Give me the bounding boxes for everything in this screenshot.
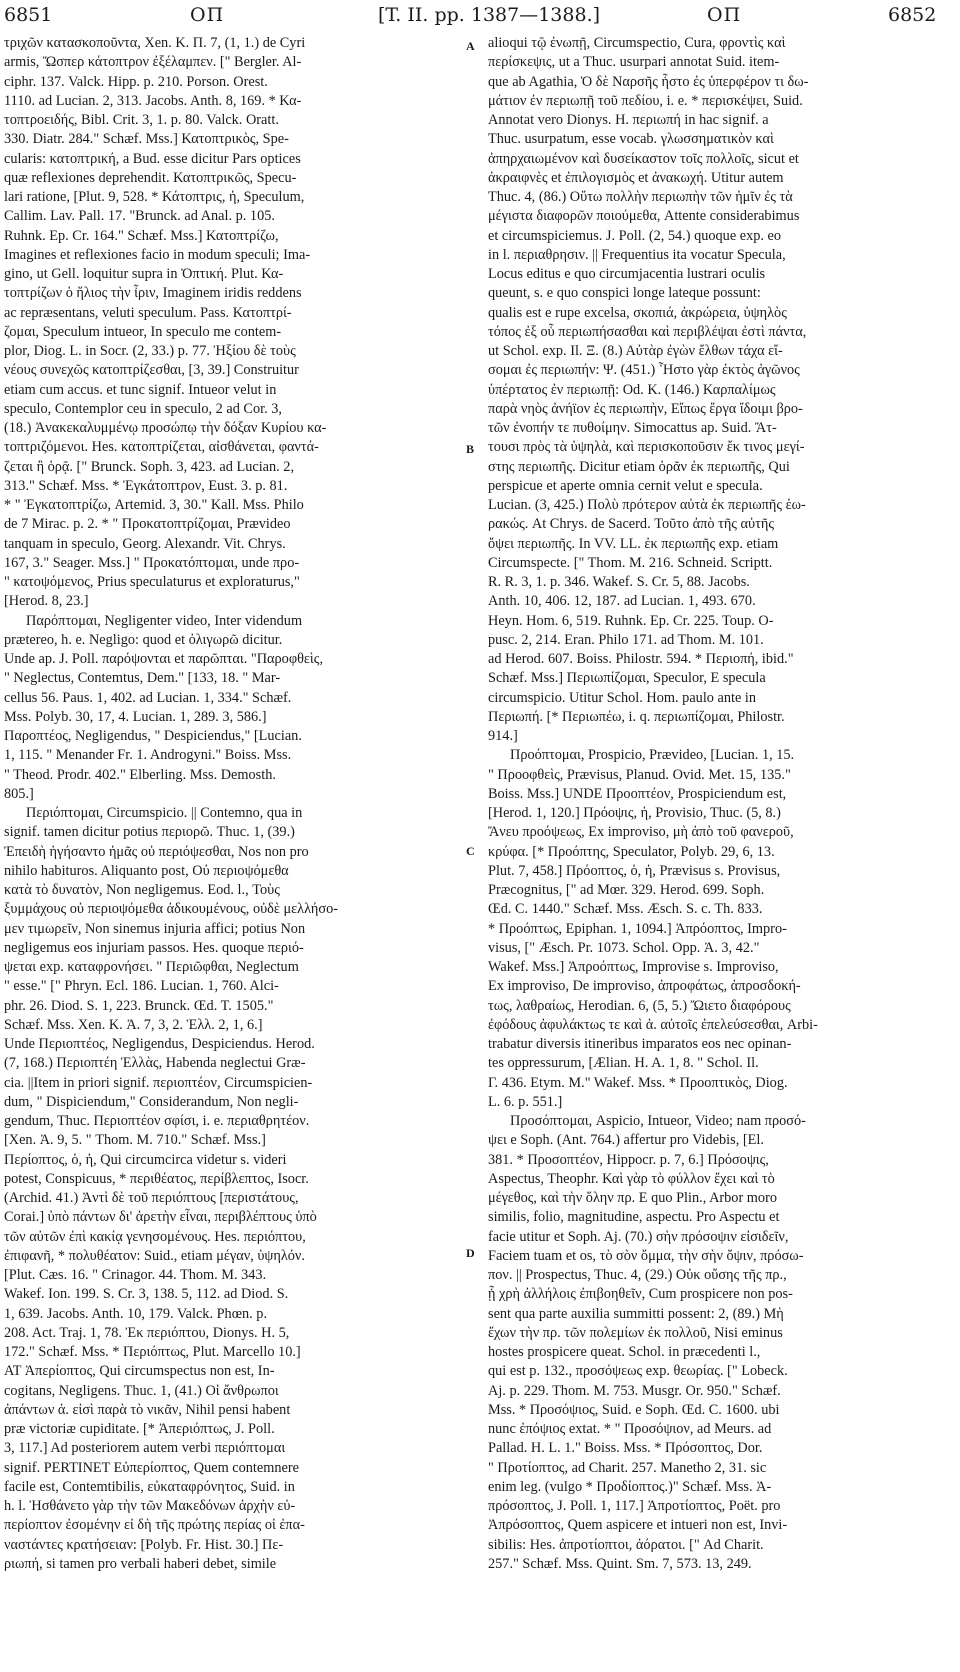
text-line: ᾗ χρὴ ἀλλήλοις ἐπιβοηθεῖν, Cum prospicere non pos- [488, 1286, 793, 1303]
text-line: de 7 Mirac. p. 2. * " Προκατοπτρίζομαι, Prævideo [4, 516, 291, 533]
text-line: τουσι πρὸς τὰ ὑψηλὰ, καὶ περισκοποῦσιν ἔκ τινος μεγί- [488, 439, 805, 456]
text-line: perspicue et aperte omnia cernit velut e specula. [488, 477, 763, 494]
text-line: L. 6. p. 551.] [488, 1093, 563, 1110]
text-line: Περίοπτος, ὁ, ἡ, Qui circumcirca videtur s. videri [4, 1151, 287, 1168]
text-line: Thuc. 4, (86.) Οὕτω πολλὴν περιωπὴν τῶν ἡμῖν ἐς τὰ [488, 189, 793, 205]
text-line: νέους συνεχῶς κατοπτρίζεσθαι, [3, 39.] Construitur [4, 362, 299, 379]
text-line: Anth. 10, 406. 12, 187. ad Lucian. 1, 493. 670. [488, 593, 756, 610]
text-line: σομαι ἐς περιωπήν: Ψ. (451.) Ἧστο γὰρ ἐκτὸς ἀγῶνος [488, 362, 800, 379]
text-line: AT Ἀπερίοπτος, Qui circumspectus non est, In- [4, 1363, 275, 1380]
text-line: μεν τιμωρεῖν, Non sinemus injuria affici; potius Non [4, 920, 306, 937]
text-line: τοπτρίζων ὁ ἥλιος τὴν ἶριν, Imaginem iridis reddens [4, 285, 302, 302]
text-line: ὄψει περιωπῆς. In VV. LL. ἐκ περιωπῆς exp. etiam [488, 535, 779, 552]
text-line: " κατοψόμενος, Prius speculaturus et exploraturus," [4, 574, 300, 590]
text-line: signif. PERTINET Εὐπερίοπτος, Quem contemnere [4, 1459, 299, 1476]
text-line: ad Herod. 607. Boiss. Philostr. 594. * Περιοπή, ibid." [488, 651, 794, 667]
text-line: Lucian. (3, 425.) Πολὺ πρότερον αὐτὰ ἐκ περιωπῆς ἑω- [488, 497, 806, 513]
text-line: ἀπηρχαιωμένον καὶ δυσείκαστον τοῖς πολλοῖς, sicut et [488, 150, 799, 167]
text-line: τριχῶν κατασκοποῦντα, Xen. K. Π. 7, (1, 1.) de Cyri [4, 35, 306, 51]
text-line: 172." Schæf. Mss. * Περιόπτως, Plut. Marcello 10.] [4, 1344, 301, 1360]
text-line: ψει e Soph. (Ant. 764.) affertur pro Videbis, [El. [488, 1132, 764, 1149]
text-line: στης περιωπῆς. Dicitur etiam ὁρᾶν ἐκ περιωπῆς, Qui [488, 458, 790, 475]
text-line: Προόπτομαι, Prospicio, Prævideo, [Lucian. 1, 15. [510, 747, 795, 764]
text-line: sibilis: Hes. ἀπροτίοπτοι, ἀόρατοι. [" Ad Charit. [488, 1536, 764, 1553]
text-line: dum, " Dispiciendum," Considerandum, Non negli- [4, 1093, 299, 1110]
text-line: facie utitur et Soph. Aj. (70.) σὴν πρόσοψιν εἰσιδεῖν, [488, 1228, 789, 1245]
text-line: [Herod. 8, 23.] [4, 593, 89, 610]
text-line: [Herod. 1, 120.] Πρόοψις, ἡ, Provisio, Thuc. (5, 8.) [488, 805, 781, 821]
text-line: 1110. ad Lucian. 2, 313. Jacobs. Anth. 8, 169. * Κα- [4, 92, 302, 109]
text-line: cogitans, Negligens. Thuc. 1, (41.) Οἱ ἄνθρωποι [4, 1382, 279, 1399]
text-line: τόπος ἐξ οὗ περιωπήσασθαι καὶ περιβλέψαι ἐστὶ πάντα, [488, 323, 807, 340]
text-line: Imagines et reflexiones facio in modum speculi; Ima- [4, 246, 311, 263]
text-line: τοπτροειδής, Bibl. Crit. 3, 1. p. 80. Valck. Oratt. [4, 112, 279, 128]
text-line: (Archid. 41.) Ἀντὶ δὲ τοῦ περιόπτους [περιστάτους, [4, 1190, 299, 1206]
text-line: ριωπή, si tamen pro verbali haberi debet, simile [4, 1555, 277, 1572]
text-line: Wakef. Mss.] Ἀπροόπτως, Improvise s. Improviso, [488, 959, 779, 975]
text-line: περίσκεψις, ut a Thuc. usurpari annotat Suid. item- [488, 54, 780, 71]
text-line: Thuc. usurpatum, esse vocab. γλωσσηματικὸν καὶ [488, 131, 774, 148]
text-line: Locus editus e quo circumjacentia lustrari oculis [488, 266, 766, 282]
text-line: ἐφόδους ἀφυλάκτως τε καὶ ἀ. αὐτοῖς ἐπελεύσεσθαι, Arbi- [488, 1016, 818, 1033]
text-line: Corai.] ὑπὸ πάντων δι' ἀρετὴν εἶναι, περιβλέπτους ὑπὸ [4, 1209, 317, 1226]
text-line: ναστάντες κρατήσειαν: [Polyb. Fr. Hist. 30.] Πε- [4, 1536, 284, 1553]
text-line: [Plut. Cæs. 16. " Crinagor. 44. Thom. M. 343. [4, 1267, 267, 1283]
text-line: 257." Schæf. Mss. Quint. Sm. 7, 573. 13, 249. [488, 1555, 752, 1572]
text-line: Faciem tuam et os, τὸ σὸν ὄμμα, τὴν σὴν ὄψιν, πρόσω- [488, 1247, 804, 1264]
right-text-column [488, 34, 956, 1666]
left-running-head: ΟΠ [190, 4, 225, 26]
right-running-head: ΟΠ [707, 4, 742, 26]
text-line: 208. Act. Traj. 1, 78. Ἐκ περιόπτου, Dionys. H. 5, [4, 1324, 290, 1341]
text-line: (18.) Ἀνακεκαλυμμένῳ προσώπῳ τὴν δόξαν Κυρίου κα- [4, 420, 327, 436]
text-line: ρακώς. At Chrys. de Sacerd. Τοῦτο ἀπὸ τῆς αὐτῆς [488, 516, 775, 533]
text-line: Περιόπτομαι, Circumspicio. || Contemno, qua in [26, 805, 303, 821]
text-line: 805.] [4, 785, 34, 802]
text-line: Περιωπή. [* Περιωπέω, i. q. περιωπίζομαι, Philostr. [488, 708, 785, 725]
text-line: 381. * Προσοπτέον, Hippocr. p. 7, 6.] Πρόσοψις, [488, 1151, 769, 1168]
section-marker-c: C [466, 844, 475, 858]
text-line: nunc ἐπόψιος extat. * " Προσόψιον, ad Meurs. ad [488, 1421, 772, 1437]
text-line: Παρόπτομαι, Negligenter video, Inter videndum [26, 612, 303, 629]
text-line: Callim. Lav. Pall. 17. "Brunck. ad Anal. p. 105. [4, 208, 275, 225]
text-line: μέγεθος, καὶ τὴν ὅλην πρ. E quo Plin., Arbor moro [488, 1190, 777, 1206]
text-line: trabatur diversis itineribus imparatos eos nec opinan- [488, 1036, 792, 1052]
text-line: plor, Diog. L. in Socr. (2, 33.) p. 77. Ἠξίου δὲ τοὺς [4, 343, 296, 359]
text-line: hostes prospicere queat. Schol. in præcedenti l., [488, 1344, 761, 1360]
text-line: ut Schol. exp. Il. Ξ. (8.) Αὐτὰρ ἐγὼν ἔλθων τάχα εἴ- [488, 343, 783, 359]
text-line: Præcognitus, [" ad Mœr. 329. Herod. 699. Soph. [488, 882, 765, 898]
text-line: μέγιστα διαφορῶν ποιούμεθα, Attente considerabimus [488, 208, 800, 225]
text-line: queunt, s. e quo conspici longe lateque possunt: [488, 285, 761, 302]
text-line: R. R. 3, 1. p. 346. Wakef. S. Cr. 5, 88. Jacobs. [488, 574, 750, 590]
text-line: facile est, Contemtibilis, εὐκαταφρόνητος, Suid. in [4, 1478, 295, 1495]
text-line: " Theod. Prodr. 402." Elberling. Mss. Demosth. [4, 766, 276, 783]
volume-reference: [T. II. pp. 1387—1388.] [378, 4, 601, 26]
text-line: ac repræsentans, veluti speculum. Pass. Κατοπτρί- [4, 304, 292, 321]
text-line: prætereo, h. e. Negligo: quod et ὀλιγωρῶ dicitur. [4, 631, 283, 648]
text-line: " esse." [" Phryn. Ecl. 186. Lucian. 1, 760. Alci- [4, 978, 279, 995]
text-line: speculo, Contemplor ceu in speculo, 2 ad Cor. 3, [4, 400, 282, 417]
text-line: qualis est e rupe excelsa, σκοπιά, ἀκρώρεια, ὑψηλὸς [488, 304, 787, 321]
left-text-column [4, 34, 464, 1666]
text-line: Annotat vero Dionys. H. περιωπή in hac signif. a [488, 112, 769, 128]
text-line: gino, ut Gell. loquitur supra in Ὀπτική. Plut. Κα- [4, 266, 284, 282]
text-line: ζομαι, Speculum intueor, In speculo me contem- [4, 323, 282, 340]
text-line: Ἐπειδὴ ἡγήσαντο ἡμᾶς οὐ περιόψεσθαι, Nos non pro [4, 843, 309, 860]
page-header [0, 0, 960, 34]
text-line: 3, 117.] Ad posteriorem autem verbi περιόπτομαι [4, 1440, 286, 1457]
text-line: 1, 115. " Menander Fr. 1. Androgyni." Boiss. Mss. [4, 747, 292, 764]
text-line: " Προοφθεὶς, Prævisus, Planud. Ovid. Met. 15, 135." [488, 766, 791, 783]
text-line: ψεται exp. καταφρονήσει. " Περιῶφθαι, Neglectum [4, 959, 299, 975]
text-line: Aspectus, Theophr. Καὶ γὰρ τὸ φύλλον ἔχει καὶ τὸ [488, 1170, 775, 1187]
text-line: Ex improviso, De improviso, ἀπροφάτως, ἀπροσδοκή- [488, 978, 801, 995]
text-line: 1, 639. Jacobs. Anth. 10, 179. Valck. Phœn. p. [4, 1305, 268, 1322]
text-line: Ruhnk. Ep. Cr. 164." Schæf. Mss.] Κατοπτρίζω, [4, 227, 279, 244]
text-line: ἔχων τὴν πρ. τῶν πολεμίων ἐκ πολλοῦ, Nisi eminus [488, 1324, 783, 1341]
text-line: que ab Agathia, Ὁ δὲ Ναρσῆς ἧστο ἐς ὑπερφέρον τι δω- [488, 73, 809, 90]
text-line: Schæf. Mss. Xen. K. Ἀ. 7, 3, 2. Ἑλλ. 2, 1, 6.] [4, 1016, 263, 1033]
right-page-number: 6852 [888, 4, 937, 26]
text-line: Unde ap. J. Poll. παρόψονται et παρῶπται. "Παροφθεὶς, [4, 651, 324, 667]
text-line: cellus 56. Paus. 1, 402. ad Lucian. 1, 334." Schæf. [4, 689, 292, 706]
text-line: ciphr. 137. Valck. Hipp. p. 210. Porson. Orest. [4, 73, 268, 90]
text-line: 914.] [488, 728, 518, 744]
text-line: alioqui τῷ ἐνωπῇ, Circumspectio, Cura, φροντὶς καὶ [488, 35, 786, 51]
text-line: Boiss. Mss.] UNDE Προοπτέον, Prospiciendum est, [488, 785, 787, 802]
text-line: visus, [" Æsch. Pr. 1073. Schol. Opp. Ἀ. 3, 42." [488, 939, 760, 956]
text-line: ὑπέρτατος ἐν περιωπῇ: Od. K. (146.) Καρπαλίμως [488, 381, 776, 398]
text-line: " Neglectus, Contemtus, Dem." [133, 18. " Mar- [4, 670, 281, 687]
text-line: Unde Περιοπτέος, Negligendus, Despiciendus. Herod. [4, 1036, 315, 1052]
text-line: * Προόπτως, Epiphan. 1, 1094.] Ἀπρόοπτος, Impro- [488, 920, 787, 937]
text-line: et circumspiciemus. J. Poll. (2, 54.) quoque exp. eo [488, 227, 782, 244]
text-line: 330. Diatr. 284." Schæf. Mss.] Κατοπτρικὸς, Spe- [4, 131, 289, 148]
text-line: etiam cum accus. et tunc signif. Intueor velut in [4, 381, 277, 398]
section-marker-b: B [466, 442, 475, 456]
text-line: negligemus eos injuriam passos. Hes. quoque περιό- [4, 939, 304, 956]
text-line: ἀπάντων ἀ. εἰσὶ παρὰ τὸ νικᾶν, Nihil pensi habent [4, 1401, 291, 1418]
text-line: τῶν ἐνοπήν τε πυθοίμην. Simocattus ap. Suid. Ἄτ- [488, 420, 777, 436]
section-marker-d: D [466, 1246, 475, 1260]
text-line: potest, Conspicuus, * περιθέατος, περίβλεπτος, Isocr. [4, 1170, 309, 1187]
text-line: cularis: κατοπτρική, a Bud. esse dicitur Pars optices [4, 150, 301, 167]
text-line: Wakef. Ion. 199. S. Cr. 3, 138. 5, 112. ad Diod. S. [4, 1286, 289, 1303]
text-line: πρόσοπτος, J. Poll. 1, 117.] Ἀπροτίοπτος, Poët. pro [488, 1498, 781, 1514]
text-line: gendum, Thuc. Περιοπτέον σφίσι, i. e. περιαθρητέον. [4, 1113, 310, 1129]
text-line: h. l. Ἠσθάνετο γὰρ τὴν τῶν Μακεδόνων ἀρχὴν εὐ- [4, 1498, 296, 1514]
text-line: Œd. C. 1440." Schæf. Mss. Æsch. S. c. Th. 833. [488, 901, 763, 918]
text-line: ζεται ἢ ὁρᾷ. [" Brunck. Soph. 3, 423. ad Lucian. 2, [4, 458, 295, 475]
text-line: quæ reflexiones deprehendit. Κατοπτρικῶς, Specu- [4, 169, 297, 186]
text-line: τως, λαθραίως, Herodian. 6, (5, 5.) Ὤιετο διαφόρους [488, 997, 791, 1014]
left-page-number: 6851 [4, 4, 53, 26]
section-marker-a: A [466, 39, 475, 53]
text-line: " Προτίοπτος, ad Charit. 257. Manetho 2, 31. sic [488, 1459, 767, 1476]
text-line: Mss. Polyb. 30, 17, 4. Lucian. 1, 289. 3, 586.] [4, 708, 267, 725]
text-line: παρὰ νηὸς ἀνήϊον ἐς περιωπὴν, Εἴπως ἔργα ἴδοιμι βρο- [488, 400, 803, 417]
text-line: κατὰ τὸ δυνατὸν, Non negligemus. Eod. l., Τοὺς [4, 882, 280, 898]
text-line: πον. || Prospectus, Thuc. 4, (29.) Οὐκ οὔσης τῆς πρ., [488, 1267, 787, 1283]
text-line: 167, 3." Seager. Mss.] " Προκατόπτομαι, unde προ- [4, 554, 300, 571]
text-line: Προσόπτομαι, Aspicio, Intueor, Video; nam προσό- [510, 1113, 806, 1129]
text-line: Ἀπρόσοπτος, Quem aspicere et intueri non est, Invi- [488, 1517, 788, 1534]
text-line: τῶν αὐτῶν ἐπὶ κακίᾳ γενησομένους. Hes. περιόπτου, [4, 1228, 306, 1245]
text-line: in l. περιαθρησιν. || Frequentius ita vocatur Specula, [488, 246, 786, 263]
text-line: ξυμμάχους οὐ περιοψόμεθα ἀδικουμένους, οὐδὲ μελλήσο- [4, 901, 339, 918]
text-line: sent qua parte auxilia summitti possent: 2, (89.) Μὴ [488, 1305, 784, 1322]
text-line: ἀκραιφνὲς et ἐπιλογισμὸς et ἀνακωχή. Utitur autem [488, 169, 784, 186]
text-line: Schæf. Mss.] Περιωπίζομαι, Speculor, E specula [488, 670, 766, 687]
text-line: Γ. 436. Etym. M." Wakef. Mss. * Προοπτικὸς, Diog. [488, 1074, 788, 1091]
text-line: tes oppressurum, [Ælian. H. A. 1, 8. " Schol. Il. [488, 1055, 759, 1072]
text-line: præ victoriæ cupiditate. [* Ἀπεριόπτως, J. Poll. [4, 1421, 275, 1437]
text-line: Plut. 7, 458.] Πρόοπτος, ὁ, ἡ, Prævisus s. Provisus, [488, 862, 781, 879]
text-line: 313." Schæf. Mss. * Ἐγκάτοπτρον, Eust. 3. p. 81. [4, 477, 288, 494]
text-line: περίοπτον ἐσομένην εἰ δὴ τῆς πρώτης περίας οἱ ἐπα- [4, 1517, 305, 1534]
text-line: cia. ||Item in priori signif. περιοπτέον, Circumspicien- [4, 1074, 313, 1091]
text-line: [Xen. Ἀ. 9, 5. " Thom. M. 710." Schæf. Mss.] [4, 1132, 266, 1149]
text-line: qui est p. 132., προσόψεως exp. θεωρίας. [" Lobeck. [488, 1363, 788, 1380]
text-line: μάτιον ἐν περιωπῇ τοῦ πεδίου, i. e. * περισκέψει, Suid. [488, 92, 803, 109]
text-line: nihilo habituros. Aliquanto post, Οὐ περιοψόμεθα [4, 862, 289, 879]
text-line: tanquam in speculo, Georg. Alexandr. Vit. Chrys. [4, 535, 286, 552]
text-line: enim leg. (vulgo * Προδίοπτος.)" Schæf. Mss. Ἀ- [488, 1478, 772, 1495]
text-line: Pallad. H. L. 1." Boiss. Mss. * Πρόσοπτος, Dor. [488, 1440, 763, 1457]
text-line: lari ratione, [Plut. 9, 528. * Κάτοπτρις, ἡ, Speculum, [4, 189, 305, 205]
text-line: phr. 26. Diod. S. 1, 223. Brunck. Œd. T. 1505." [4, 997, 274, 1014]
text-line: armis, Ὥσπερ κάτοπτρον ἐξέλαμπεν. [" Bergler. Al- [4, 54, 302, 71]
text-line: Παροπτέος, Negligendus, " Despiciendus," [Lucian. [4, 728, 302, 744]
text-line: κρύφα. [* Προόπτης, Speculator, Polyb. 29, 6, 13. [488, 843, 775, 860]
text-line: * " Ἐγκατοπτρίζω, Artemid. 3, 30." Kall. Mss. Philo [4, 497, 304, 513]
text-line: Mss. * Προσόψιος, Suid. e Soph. Œd. C. 1600. ubi [488, 1401, 780, 1418]
text-line: pusc. 2, 214. Eran. Philo 171. ad Thom. M. 101. [488, 631, 764, 648]
text-line: similis, folio, magnitudine, aspectu. Pro Aspectu et [488, 1209, 780, 1226]
text-line: signif. tamen dicitur potius περιορῶ. Thuc. 1, (39.) [4, 824, 295, 841]
text-line: Ἄνευ προόψεως, Ex improviso, μὴ ἀπὸ τοῦ φανεροῦ, [488, 824, 794, 841]
text-line: τοπτριζόμενοι. Hes. κατοπτρίζεται, αἰσθάνεται, φαντά- [4, 439, 319, 456]
text-line: (7, 168.) Περιοπτέη Ἑλλὰς, Habenda neglectui Græ- [4, 1055, 306, 1072]
text-line: Circumspecte. [" Thom. M. 216. Schneid. Scriptt. [488, 554, 773, 571]
text-line: ἐπιφανῆ, * πολυθέατον: Suid., etiam μέγαν, ὑψηλόν. [4, 1247, 305, 1264]
text-line: Heyn. Hom. 6, 519. Ruhnk. Ep. Cr. 225. Toup. O- [488, 612, 774, 629]
text-line: circumspicio. Utitur Schol. Hom. paulo ante in [488, 689, 757, 706]
text-line: Aj. p. 229. Thom. M. 753. Musgr. Or. 950." Schæf. [488, 1382, 781, 1399]
